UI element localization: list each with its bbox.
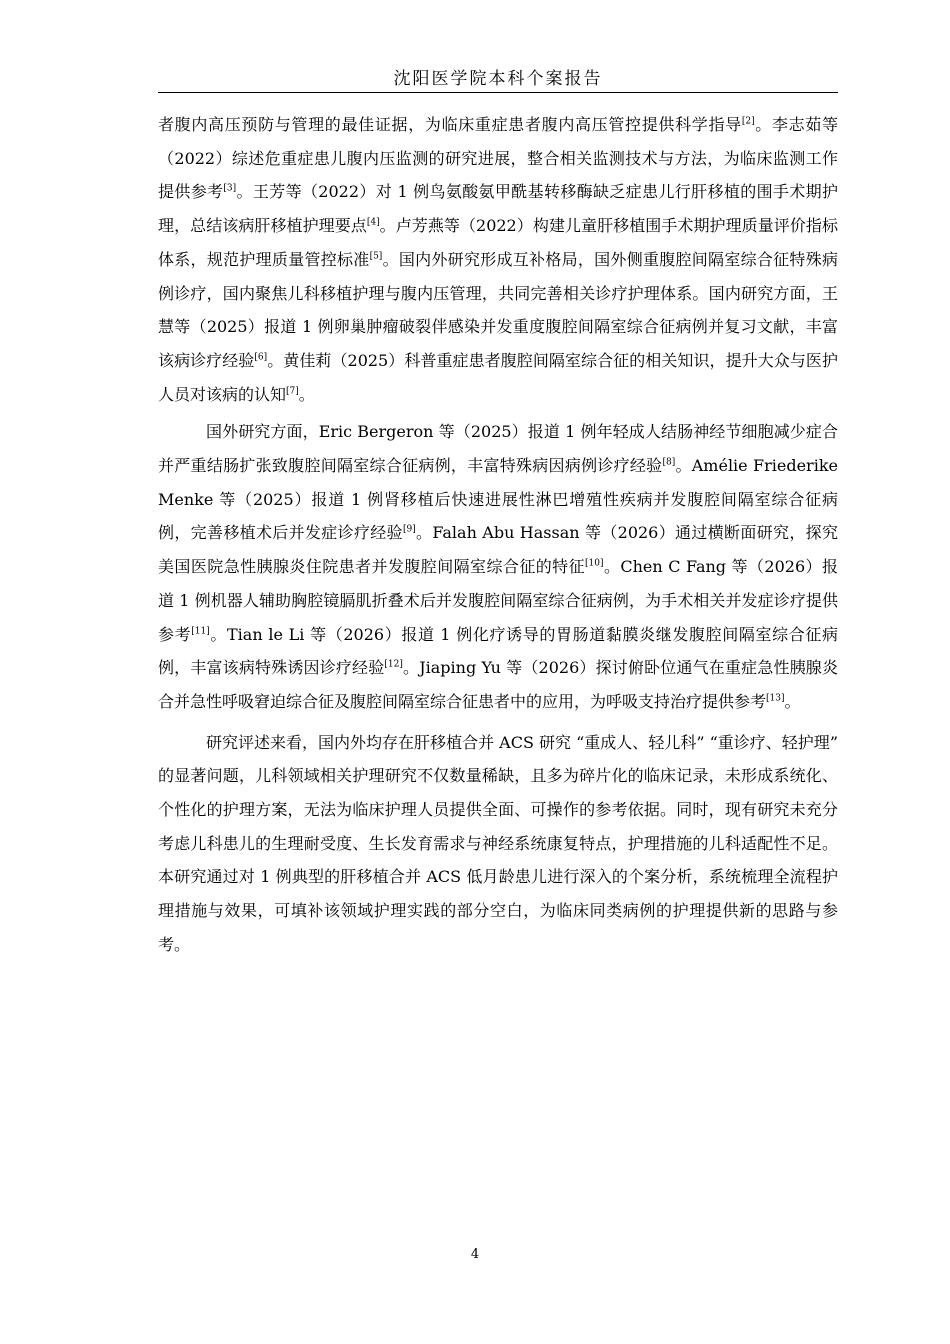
text-run: 者腹内高压预防与管理的最佳证据，为临床重症患者腹内高压管控提供科学指导	[158, 115, 742, 134]
citation-ref: [3]	[223, 184, 237, 195]
running-header: 沈阳医学院本科个案报告	[393, 69, 603, 89]
text-run: 。	[784, 691, 801, 711]
text-run: 国外研究方面，Eric Bergeron 等（2025）报道 1 例年轻成人结肠神经节细胞减少症合并严重结肠扩张致腹腔间隔室综合征病例，丰富特殊病因病例诊疗经验	[158, 422, 838, 476]
text-run: 。Chen C Fang 等（2026）报道 1 例机器人辅助胸腔镜膈肌折叠术后并发腹腔间隔室综合征病例，为手术相关并发症诊疗提供参考	[158, 557, 838, 644]
document-body	[158, 108, 838, 962]
citation-ref: [10]	[585, 558, 604, 569]
text-run: 。国内外研究形成互补格局，国外侧重腹腔间隔室综合征特殊病例诊疗，国内聚焦儿科移植护理与腹内压管理，共同完善相关诊疗护理体系。国内研究方面，王慧等（2025）报道 1 例卵巢肿瘤破裂伴感染并发重度腹腔间隔室综合征病例并复习文献，丰富该病诊疗经验	[158, 249, 838, 370]
citation-ref: [8]	[662, 457, 676, 468]
body-paragraph	[158, 415, 838, 718]
citation-ref: [4]	[366, 217, 380, 228]
citation-ref: [7]	[286, 386, 299, 397]
text-run: 。Jiaping Yu 等（2026）探讨俯卧位通气在重症急性胰腺炎合并急性呼吸窘迫综合征及腹腔间隔室综合征患者中的应用，为呼吸支持治疗提供参考	[158, 658, 838, 711]
text-run: 。李志茹等（2022）综述危重症患儿腹内压监测的研究进展，整合相关监测技术与方法，为临床监测工作提供参考	[158, 115, 838, 202]
text-run: 。卢芳燕等（2022）构建儿童肝移植围手术期护理质量评价指标体系，规范护理质量管控标准	[158, 216, 838, 269]
body-paragraph	[158, 726, 838, 962]
citation-ref: [11]	[191, 626, 210, 637]
citation-ref: [13]	[766, 693, 785, 704]
page-number: 4	[470, 1247, 480, 1262]
citation-ref: [12]	[384, 659, 403, 670]
text-run: 。Tian le Li 等（2026）报道 1 例化疗诱导的胃肠道黏膜炎继发腹腔间隔室综合征病例，丰富该病特殊诱因诊疗经验	[158, 624, 838, 678]
citation-ref: [9]	[402, 525, 416, 536]
body-paragraph	[158, 108, 838, 411]
citation-ref: [5]	[369, 251, 383, 262]
text-run: 。王芳等（2022）对 1 例鸟氨酸氨甲酰基转移酶缺乏症患儿行肝移植的围手术期护理，总结该病肝移植护理要点	[158, 182, 838, 236]
citation-ref: [6]	[254, 352, 268, 363]
text-run: 研究评述来看，国内外均存在肝移植合并 ACS 研究 “重成人、轻儿科” “重诊疗、轻护理” 的显著问题，儿科领域相关护理研究不仅数量稀缺，且多为碎片化的临床记录，未形成系统化、个性化的护理方案，无法为临床护理人员提供全面、可操作的参考依据。同时，现有研究未充分考虑儿科患儿的生理耐受度、生长发育需求与神经系统康复特点，护理措施的儿科适配性不足。本研究通过对 1 例典型的肝移植合并 ACS 低月龄患儿进行深入的个案分析，系统梳理全流程护理措施与效果，可填补该领域护理实践的部分空白，为临床同类病例的护理提供新的思路与参考。	[158, 732, 838, 954]
text-run: 。Falah Abu Hassan 等（2026）通过横断面研究，探究美国医院急性胰腺炎住院患者并发腹腔间隔室综合征的特征	[158, 523, 838, 577]
header-rule	[158, 92, 838, 93]
text-run: 。黄佳莉（2025）科普重症患者腹腔间隔室综合征的相关知识，提升大众与医护人员对该病的认知	[158, 350, 838, 404]
citation-ref: [2]	[741, 116, 755, 127]
text-run: 。Amélie Friederike Menke 等（2025）报道 1 例肾移植后快速进展性淋巴增殖性疾病并发腹腔间隔室综合征病例，完善移植术后并发症诊疗经验	[158, 456, 838, 543]
text-run: 。	[298, 384, 315, 404]
